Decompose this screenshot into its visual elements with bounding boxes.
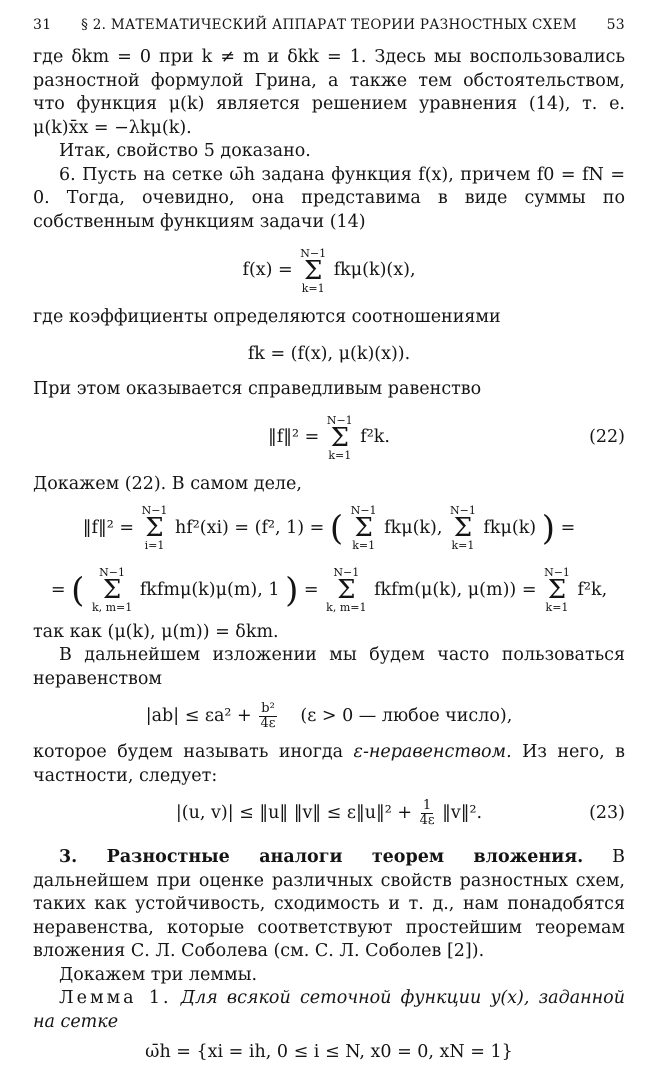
fraction-numerator: 1 (422, 798, 432, 813)
section-heading: 3. Разностные аналоги теорем вложения. (59, 847, 584, 867)
paragraph-since: так как (μ(k), μ(m)) = δkm. (33, 621, 279, 642)
sigma-sign: Σ (354, 513, 373, 543)
sum-symbol (351, 505, 377, 551)
page-number: 53 (606, 17, 625, 33)
proof-line1-part-b: hf²(xi) = (f², 1) = (174, 517, 325, 538)
sum-upper-limit: N−1 (99, 566, 126, 579)
proof-line1-part-e: = (560, 517, 576, 538)
sum-upper-limit: N−1 (333, 566, 360, 579)
epsilon-inequality-condition: (ε > 0 — любое число), (300, 706, 513, 726)
paragraph-equality-holds: При этом оказывается справедливым равенство (33, 378, 482, 399)
paragraph-green-formula: где δkm = 0 при k ≠ m и δkk = 1. Здесь мы воспользовались разностной формулой Грина, а также тем обстоятельством, что функция μ(k) является решением уравнения (14), т. е. μ(k)x̄x = −λkμ(k). (33, 47, 625, 138)
sum-lower-limit: k=1 (545, 601, 569, 614)
paragraph-inequality-intro: В дальнейшем изложении мы будем часто пользоваться неравенством (33, 645, 625, 689)
sum-upper-limit: N−1 (544, 566, 570, 579)
formula-23-rhs: ‖v‖². (442, 803, 483, 823)
proof-line2-part-e: f²k, (577, 579, 608, 600)
sum-lower-limit: k, m=1 (91, 601, 133, 614)
fraction (259, 702, 277, 731)
proof-line1-part-d: fkμ(k) (483, 517, 537, 538)
formula-22-rhs: f²k. (360, 427, 390, 447)
fraction (420, 799, 435, 828)
sum-upper-limit: N−1 (450, 504, 476, 517)
lemma-statement: Для всякой сеточной функции y(x), заданной на сетке (33, 988, 625, 1032)
text-part: которое будем называть иногда (33, 742, 354, 762)
fraction-denominator: 4ε (260, 716, 276, 731)
equation-number-22: (22) (589, 427, 625, 447)
formula-22 (33, 401, 625, 473)
sum-symbol (300, 248, 326, 294)
proof-line1-part-a: ‖f‖² = (82, 517, 134, 538)
right-paren: ) (541, 508, 555, 548)
formula-expansion (33, 234, 625, 306)
sigma-sign: Σ (330, 422, 349, 453)
paragraph-item-6: 6. Пусть на сетке ω̄h задана функция f(x), причем f0 = fN = 0. Тогда, очевидно, она представима в виде суммы по собственным функциям задачи (14) (33, 164, 625, 232)
formula-23 (33, 788, 625, 838)
proof-line2-part-c: = (303, 579, 319, 600)
page (33, 10, 625, 1070)
formula-coefficients-text: fk = (f(x), μ(k)(x)). (247, 343, 411, 364)
formula-grid (33, 1034, 625, 1070)
sigma-sign: Σ (337, 575, 356, 605)
lemma-label: Лемма 1. (59, 988, 172, 1008)
sum-symbol (92, 567, 132, 613)
text-part: В дальнейшем при оценке различных свойств разностных схем, таких как устойчивость, сходимость и т. д., нам понадобятся неравенства, которые соответствуют простейшим теоремам вложения С. Л. Соболева (см. С. Л. Соболев [2]). (33, 847, 625, 961)
formula-23-lhs: |(u, v)| ≤ ‖u‖ ‖v‖ ≤ ε‖u‖² + (175, 803, 412, 823)
sum-upper-limit: N−1 (350, 504, 377, 517)
paragraph-property-proved: Итак, свойство 5 доказано. (59, 141, 311, 161)
fraction-denominator: 4ε (419, 813, 435, 828)
formula-epsilon-inequality (33, 691, 625, 741)
formula-grid-text: ω̄h = {xi = ih, 0 ≤ i ≤ N, x0 = 0, xN = 1} (145, 1042, 513, 1062)
epsilon-inequality-lhs: |ab| ≤ εa² + (145, 706, 252, 726)
sigma-sign: Σ (547, 575, 567, 605)
sum-lower-limit: k=1 (451, 539, 475, 552)
sum-symbol (450, 505, 476, 551)
formula-coefficients (33, 330, 625, 378)
paragraph-section-3 (33, 846, 625, 964)
proof-line1-part-c: fkμ(k), (384, 517, 443, 538)
sum-symbol (544, 567, 570, 613)
formula-22-lhs: ‖f‖² = (268, 427, 320, 447)
sigma-sign: Σ (145, 513, 164, 543)
paragraph-epsilon-inequality (33, 741, 625, 788)
proof-line2-part-a: = (50, 579, 66, 600)
sum-symbol (326, 567, 366, 613)
sum-symbol (327, 415, 353, 461)
fraction-numerator: b² (261, 701, 275, 716)
sigma-sign: Σ (304, 255, 323, 286)
header-left-number: 31 (33, 17, 52, 33)
header-title: § 2. МАТЕМАТИЧЕСКИЙ АППАРАТ ТЕОРИИ РАЗНОСТНЫХ СХЕМ (81, 17, 577, 33)
sigma-sign: Σ (453, 513, 473, 543)
sum-lower-limit: k=1 (301, 281, 325, 295)
sum-lower-limit: k, m=1 (326, 601, 367, 614)
sum-upper-limit: N−1 (141, 504, 168, 517)
text-part: Из него, в частности, следует: (33, 742, 625, 786)
paragraph-lemma-1 (33, 987, 625, 1034)
paragraph-three-lemmas: Докажем три леммы. (59, 964, 258, 985)
sigma-sign: Σ (102, 575, 122, 605)
proof-line2-part-d: fkfm(μ(k), μ(m)) = (374, 579, 537, 600)
sum-lower-limit: k=1 (328, 448, 352, 462)
equation-number-23: (23) (589, 803, 625, 823)
paragraph-coefficients: где коэффициенты определяются соотношениями (33, 307, 501, 327)
term-epsilon-inequality: ε-неравенством. (353, 742, 512, 762)
running-header (33, 10, 625, 40)
formula-expansion-lhs: f(x) = (242, 260, 293, 280)
left-paren: ( (329, 508, 344, 548)
formula-proof-line-1 (33, 497, 625, 559)
sum-upper-limit: N−1 (326, 413, 353, 427)
sum-lower-limit: k=1 (352, 539, 376, 552)
sum-lower-limit: i=1 (144, 539, 165, 552)
right-paren: ) (285, 570, 299, 610)
formula-expansion-rhs: fkμ(k)(x), (333, 260, 416, 280)
proof-line2-part-b: fkfmμ(k)μ(m), 1 (139, 579, 280, 600)
formula-proof-line-2 (33, 559, 625, 621)
left-paren: ( (71, 570, 85, 610)
sum-symbol (142, 505, 168, 551)
sum-upper-limit: N−1 (300, 246, 327, 260)
paragraph-prove-22: Докажем (22). В самом деле, (33, 474, 302, 494)
